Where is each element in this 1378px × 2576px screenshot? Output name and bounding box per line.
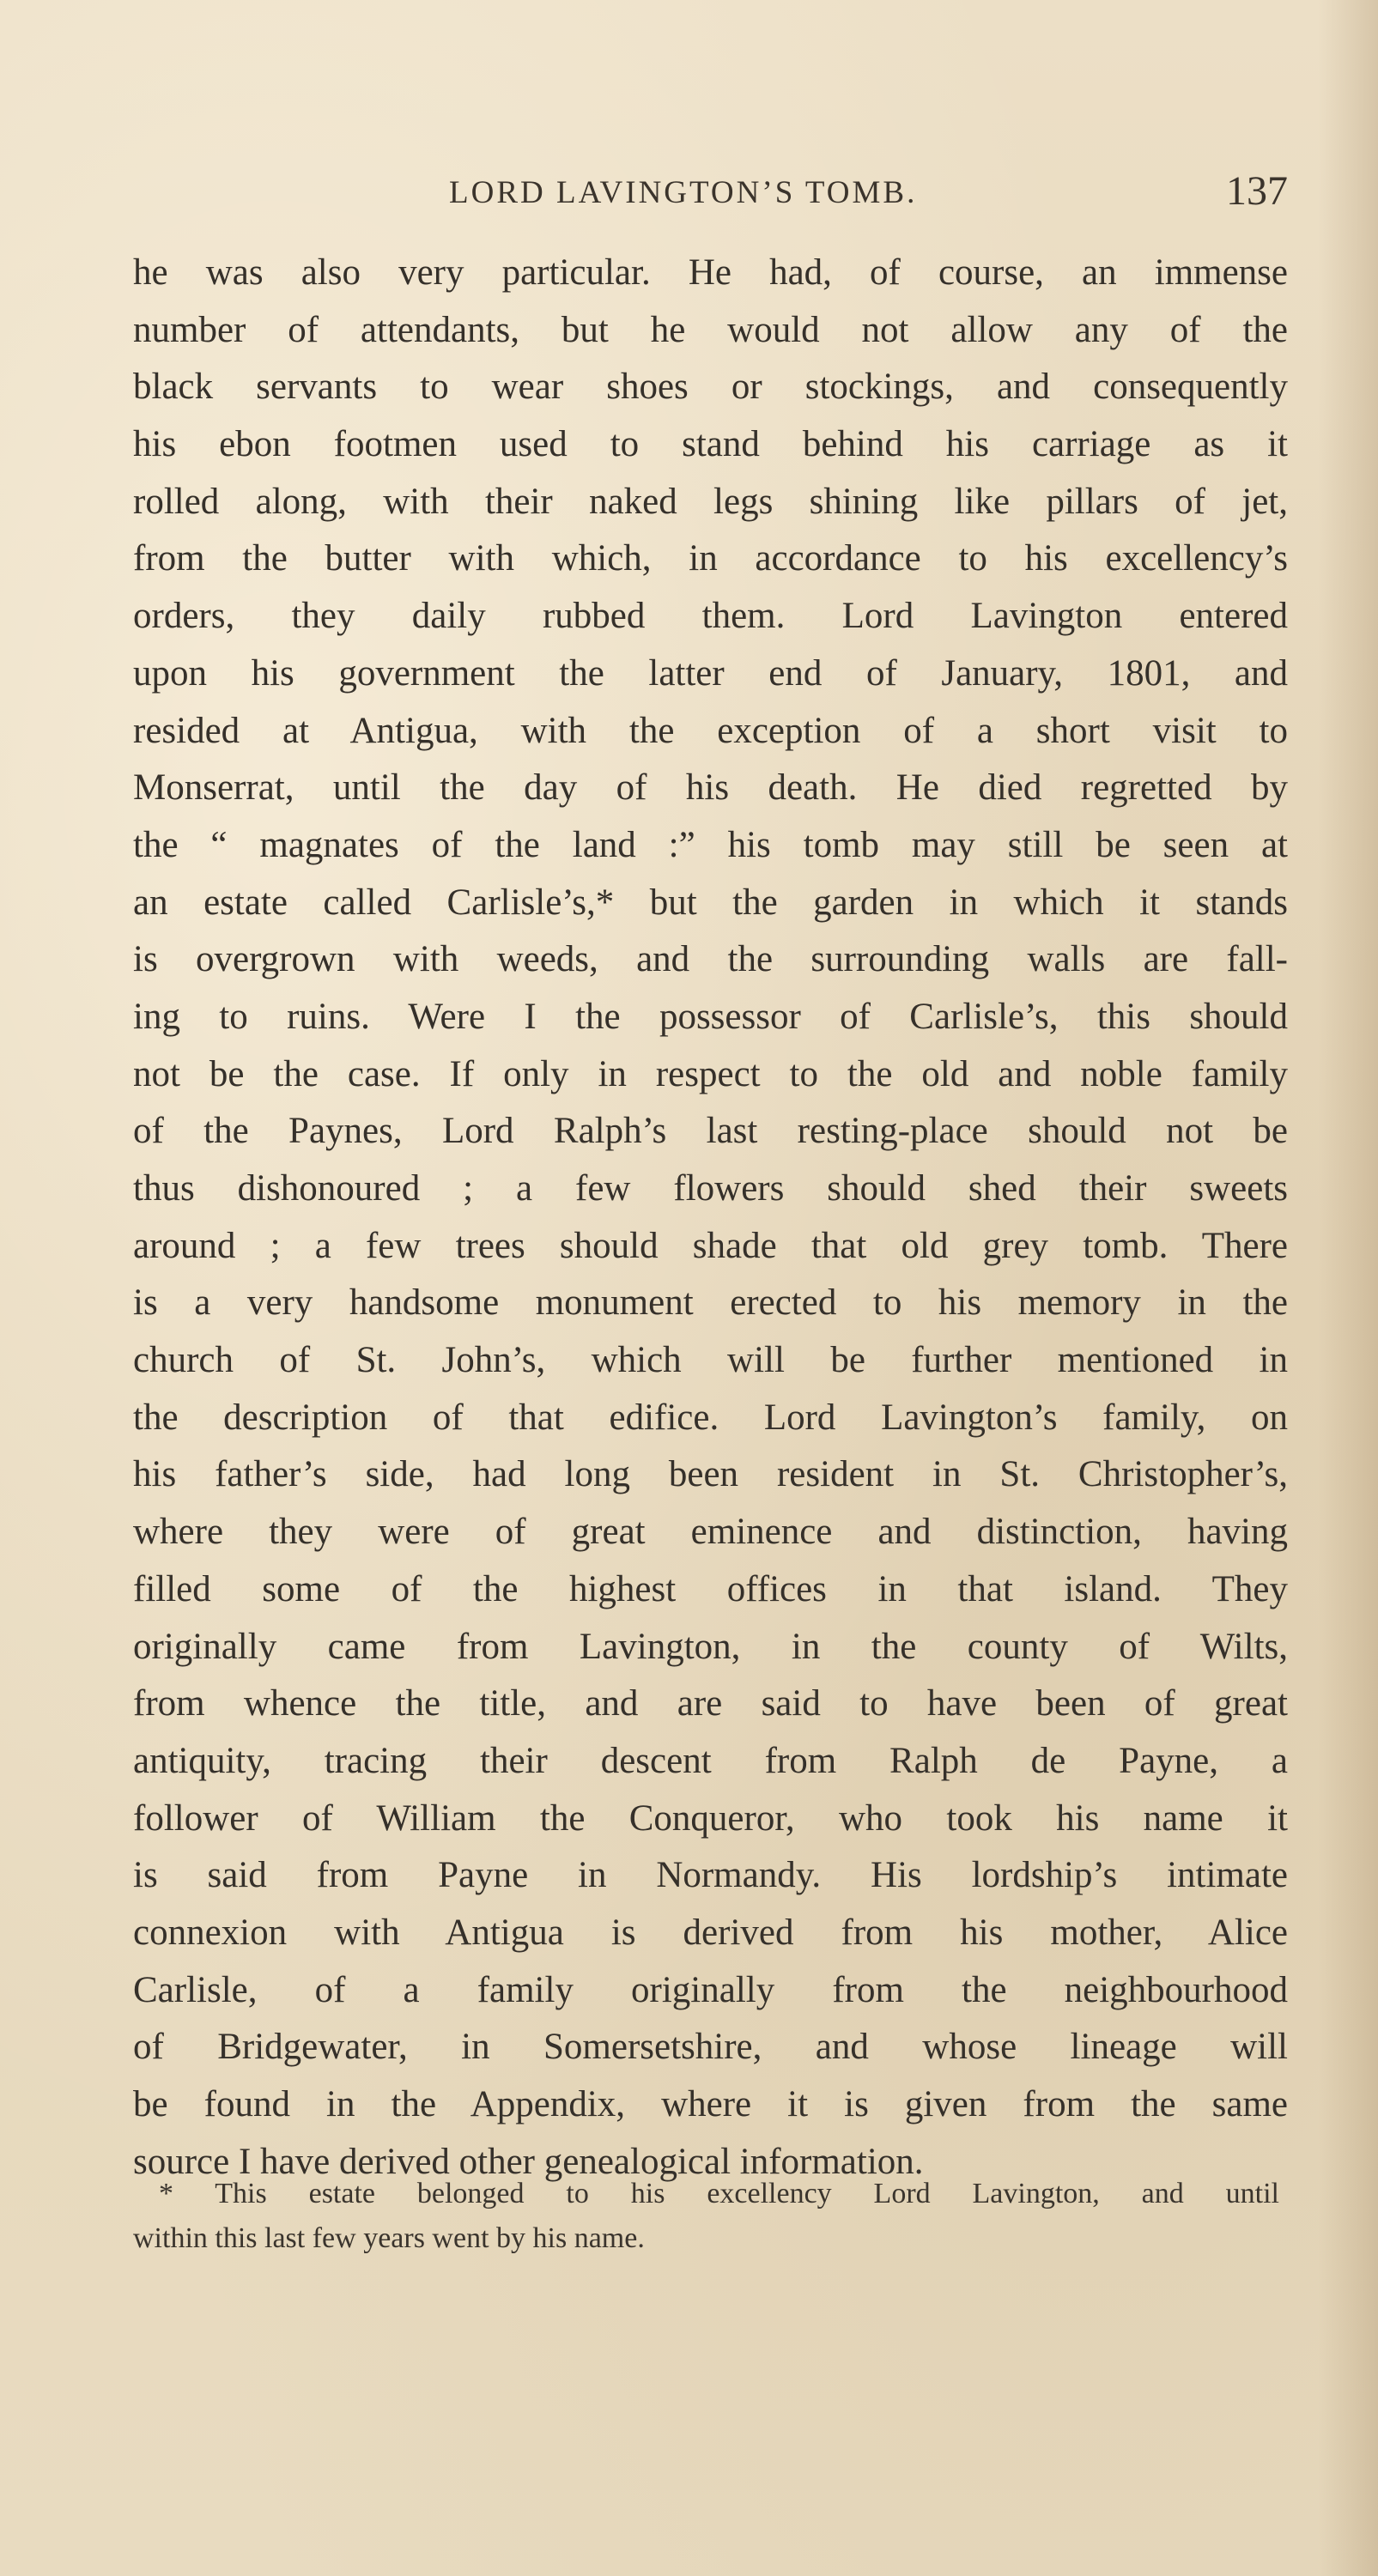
text-line: his ebon footmen used to stand behind his carriage as it (133, 424, 1288, 465)
page-edge-shadow (1318, 0, 1378, 2576)
text-line: Carlisle, of a family originally from the neighbourhood (133, 1969, 1288, 2010)
text-line: antiquity, tracing their descent from Ralph de Payne, a (133, 1740, 1288, 1781)
text-line: from the butter with which, in accordance to his excellency’s (133, 538, 1288, 579)
text-line: rolled along, with their naked legs shining like pillars of jet, (133, 481, 1288, 522)
text-line: resided at Antigua, with the exception of a short visit to (133, 710, 1288, 751)
text-line: orders, they daily rubbed them. Lord Lavington entered (133, 596, 1288, 637)
running-head (133, 167, 1288, 227)
page-number: 137 (1226, 168, 1288, 214)
text-line: an estate called Carlisle’s,* but the garden in which it stands (133, 882, 1288, 923)
text-line: thus dishonoured ; a few flowers should shed their sweets (133, 1168, 1288, 1209)
text-line: source I have derived other genealogical information. (133, 2141, 924, 2182)
text-line: is a very handsome monument erected to his memory in the (133, 1282, 1288, 1324)
text-line: upon his government the latter end of January, 1801, and (133, 652, 1288, 694)
text-line: black servants to wear shoes or stockings, and consequently (133, 367, 1288, 408)
text-line: his father’s side, had long been resident in St. Christopher’s, (133, 1454, 1288, 1495)
text-line: is overgrown with weeds, and the surrounding walls are fall- (133, 939, 1288, 980)
footnote-line: * This estate belonged to his excellency Lord Lavington, and until (159, 2178, 1279, 2209)
text-line: church of St. John’s, which will be further mentioned in (133, 1340, 1288, 1381)
text-line: number of attendants, but he would not allow any of the (133, 309, 1288, 350)
text-line: is said from Payne in Normandy. His lordship’s intimate (133, 1855, 1288, 1896)
text-line: the “ magnates of the land :” his tomb may still be seen at (133, 824, 1288, 865)
text-line: not be the case. If only in respect to the old and noble family (133, 1053, 1288, 1094)
text-line: originally came from Lavington, in the county of Wilts, (133, 1626, 1288, 1667)
text-line: be found in the Appendix, where it is given from the same (133, 2084, 1288, 2124)
running-title: LORD LAVINGTON’S TOMB. (449, 175, 918, 210)
text-line: where they were of great eminence and distinction, having (133, 1512, 1288, 1553)
text-line: connexion with Antigua is derived from his mother, Alice (133, 1912, 1288, 1953)
footnote (133, 2172, 1279, 2261)
text-line: the description of that edifice. Lord Lavington’s family, on (133, 1397, 1288, 1438)
text-line: from whence the title, and are said to have been of great (133, 1683, 1288, 1724)
text-line: of the Paynes, Lord Ralph’s last resting-place should not be (133, 1111, 1288, 1152)
footnote-line: within this last few years went by his name. (133, 2222, 645, 2254)
text-line: around ; a few trees should shade that old grey tomb. There (133, 1225, 1288, 1266)
text-line: filled some of the highest offices in that island. They (133, 1568, 1288, 1609)
text-line: follower of William the Conqueror, who took his name it (133, 1797, 1288, 1839)
text-line: ing to ruins. Were I the possessor of Carlisle’s, this should (133, 996, 1288, 1037)
text-line: of Bridgewater, in Somersetshire, and whose lineage will (133, 2027, 1288, 2068)
body-text (133, 245, 1288, 2191)
text-line: he was also very particular. He had, of course, an immense (133, 252, 1288, 293)
text-line: Monserrat, until the day of his death. He died regretted by (133, 767, 1288, 809)
